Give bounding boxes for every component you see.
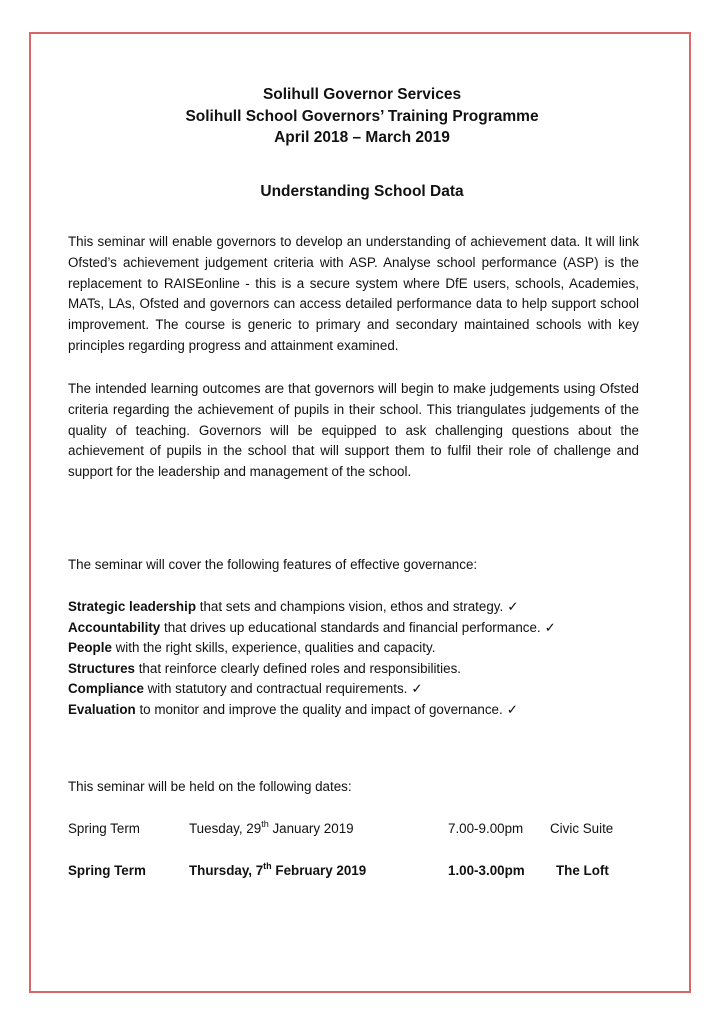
header-programme: Solihull School Governors’ Training Programme xyxy=(185,107,539,125)
feature-term: Strategic leadership xyxy=(68,599,197,614)
feature-term: Accountability xyxy=(68,619,161,635)
feature-item xyxy=(68,638,556,659)
date-ordinal: th xyxy=(263,860,272,871)
check-icon: ✓ xyxy=(411,681,423,697)
date-venue: Civic Suite xyxy=(550,821,614,836)
date-time: 1.00-3.00pm xyxy=(448,863,525,878)
features-list xyxy=(68,597,556,721)
feature-item xyxy=(68,700,556,721)
date-rest: January 2019 xyxy=(268,821,354,836)
feature-term: Structures xyxy=(68,660,135,676)
feature-term: Compliance xyxy=(68,681,144,697)
date-value xyxy=(189,818,354,840)
date-term: Spring Term xyxy=(68,821,140,836)
date-value xyxy=(189,860,366,882)
dates-intro: This seminar will be held on the following dates: xyxy=(68,779,352,794)
header-period: April 2018 – March 2019 xyxy=(274,129,450,146)
date-row xyxy=(0,860,724,882)
description-paragraph: This seminar will enable governors to develop an understanding of achievement data. It will link Ofsted’s achievement judgement criteria with ASP. Analyse school performance (ASP) is the replacement to RAISEonline - this is a secure system where DfE users, schools, Academies, MATs, LAs, Ofsted and governors can access detailed performance data to help support school improvement. The course is generic to primary and secondary maintained schools with key principles regarding progress and attainment examined. xyxy=(68,234,639,353)
feature-text: to monitor and improve the quality and impact of governance. xyxy=(135,701,503,717)
feature-item xyxy=(68,659,556,680)
feature-text: that sets and champions vision, ethos and strategy. xyxy=(196,599,504,614)
feature-item xyxy=(68,679,556,700)
date-row xyxy=(0,818,724,840)
feature-term: Evaluation xyxy=(68,701,136,717)
date-day: Tuesday, 29 xyxy=(189,821,262,836)
date-day: Thursday, 7 xyxy=(189,863,264,878)
check-icon: ✓ xyxy=(506,701,518,717)
feature-item xyxy=(68,618,556,639)
date-term: Spring Term xyxy=(68,863,146,878)
outcomes-paragraph: The intended learning outcomes are that governors will begin to make judgements using Ofsted criteria regarding the achievement of pupils in their school. This triangulates judgements of the quality of teaching. Governors will be equipped to ask challenging questions about the achievement of pupils in the school that will support them to fulfil their role of challenge and support for the leadership and management of the school. xyxy=(68,381,639,480)
feature-text: that reinforce clearly defined roles and responsibilities. xyxy=(134,660,461,676)
feature-text: that drives up educational standards and financial performance. xyxy=(160,619,541,635)
feature-text: with statutory and contractual requirements. xyxy=(143,681,408,697)
date-time: 7.00-9.00pm xyxy=(448,821,524,836)
check-icon: ✓ xyxy=(507,599,519,614)
page-border xyxy=(29,32,691,993)
feature-term: People xyxy=(68,640,112,656)
date-venue: The Loft xyxy=(556,863,609,878)
feature-text: with the right skills, experience, qualities and capacity. xyxy=(111,640,436,656)
feature-item xyxy=(68,597,556,618)
features-intro: The seminar will cover the following features of effective governance: xyxy=(68,557,478,572)
date-ordinal: th xyxy=(261,818,269,829)
header-organisation: Solihull Governor Services xyxy=(262,86,462,103)
check-icon: ✓ xyxy=(544,619,556,635)
date-rest: February 2019 xyxy=(271,863,367,878)
document-header xyxy=(0,84,724,149)
seminar-title: Understanding School Data xyxy=(260,183,464,200)
